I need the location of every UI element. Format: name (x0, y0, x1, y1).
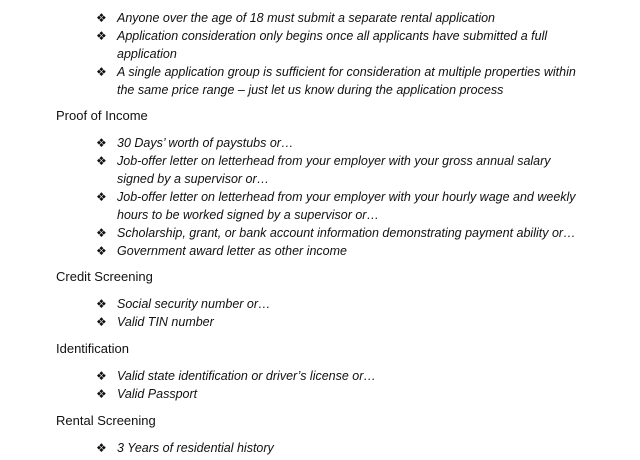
diamond-bullet-icon: ❖ (96, 387, 107, 401)
list-item-text: Scholarship, grant, or bank account information demonstrating payment ability or… (117, 226, 576, 240)
list-item (96, 9, 596, 27)
diamond-bullet-icon: ❖ (96, 441, 107, 455)
diamond-bullet-icon: ❖ (96, 297, 107, 311)
list-item-text: A single application group is sufficient for consideration at multiple properties within the same price range – just let us know during the application process (117, 65, 576, 97)
diamond-bullet-icon: ❖ (96, 11, 107, 25)
list-item (96, 152, 596, 188)
list-item-text: Job-offer letter on letterhead from your employer with your gross annual salary signed by a supervisor or… (117, 154, 551, 186)
diamond-bullet-icon: ❖ (96, 154, 107, 168)
list-item-text: 3 Years of residential history (117, 441, 274, 455)
section-heading-proof-of-income: Proof of Income (56, 108, 148, 123)
list-item-text: 30 Days’ worth of paystubs or… (117, 136, 294, 150)
section-heading-identification: Identification (56, 341, 129, 356)
list-item (96, 134, 596, 152)
list-item (96, 295, 596, 313)
list-item (96, 385, 596, 403)
section-heading-credit-screening: Credit Screening (56, 269, 153, 284)
list-item (96, 313, 596, 331)
list-item (96, 188, 596, 224)
list-item (96, 224, 596, 242)
diamond-bullet-icon: ❖ (96, 315, 107, 329)
list-item-text: Job-offer letter on letterhead from your employer with your hourly wage and weekly hours to be worked signed by a supervisor or… (117, 190, 576, 222)
list-item (96, 367, 596, 385)
list-item-text: Valid TIN number (117, 315, 214, 329)
list-item-text: Valid Passport (117, 387, 198, 401)
diamond-bullet-icon: ❖ (96, 65, 107, 79)
list-item-text: Anyone over the age of 18 must submit a separate rental application (117, 11, 496, 25)
diamond-bullet-icon: ❖ (96, 244, 107, 258)
diamond-bullet-icon: ❖ (96, 29, 107, 43)
list-item-text: Government award letter as other income (117, 244, 347, 258)
list-item-text: Application consideration only begins once all applicants have submitted a full application (117, 29, 548, 61)
list-item (96, 63, 596, 99)
section-heading-rental-screening: Rental Screening (56, 413, 156, 428)
diamond-bullet-icon: ❖ (96, 369, 107, 383)
list-item (96, 27, 596, 63)
list-item (96, 439, 596, 457)
diamond-bullet-icon: ❖ (96, 190, 107, 204)
diamond-bullet-icon: ❖ (96, 226, 107, 240)
diamond-bullet-icon: ❖ (96, 136, 107, 150)
list-item-text: Social security number or… (117, 297, 271, 311)
list-item-text: Valid state identification or driver’s license or… (117, 369, 376, 383)
list-item (96, 242, 596, 260)
